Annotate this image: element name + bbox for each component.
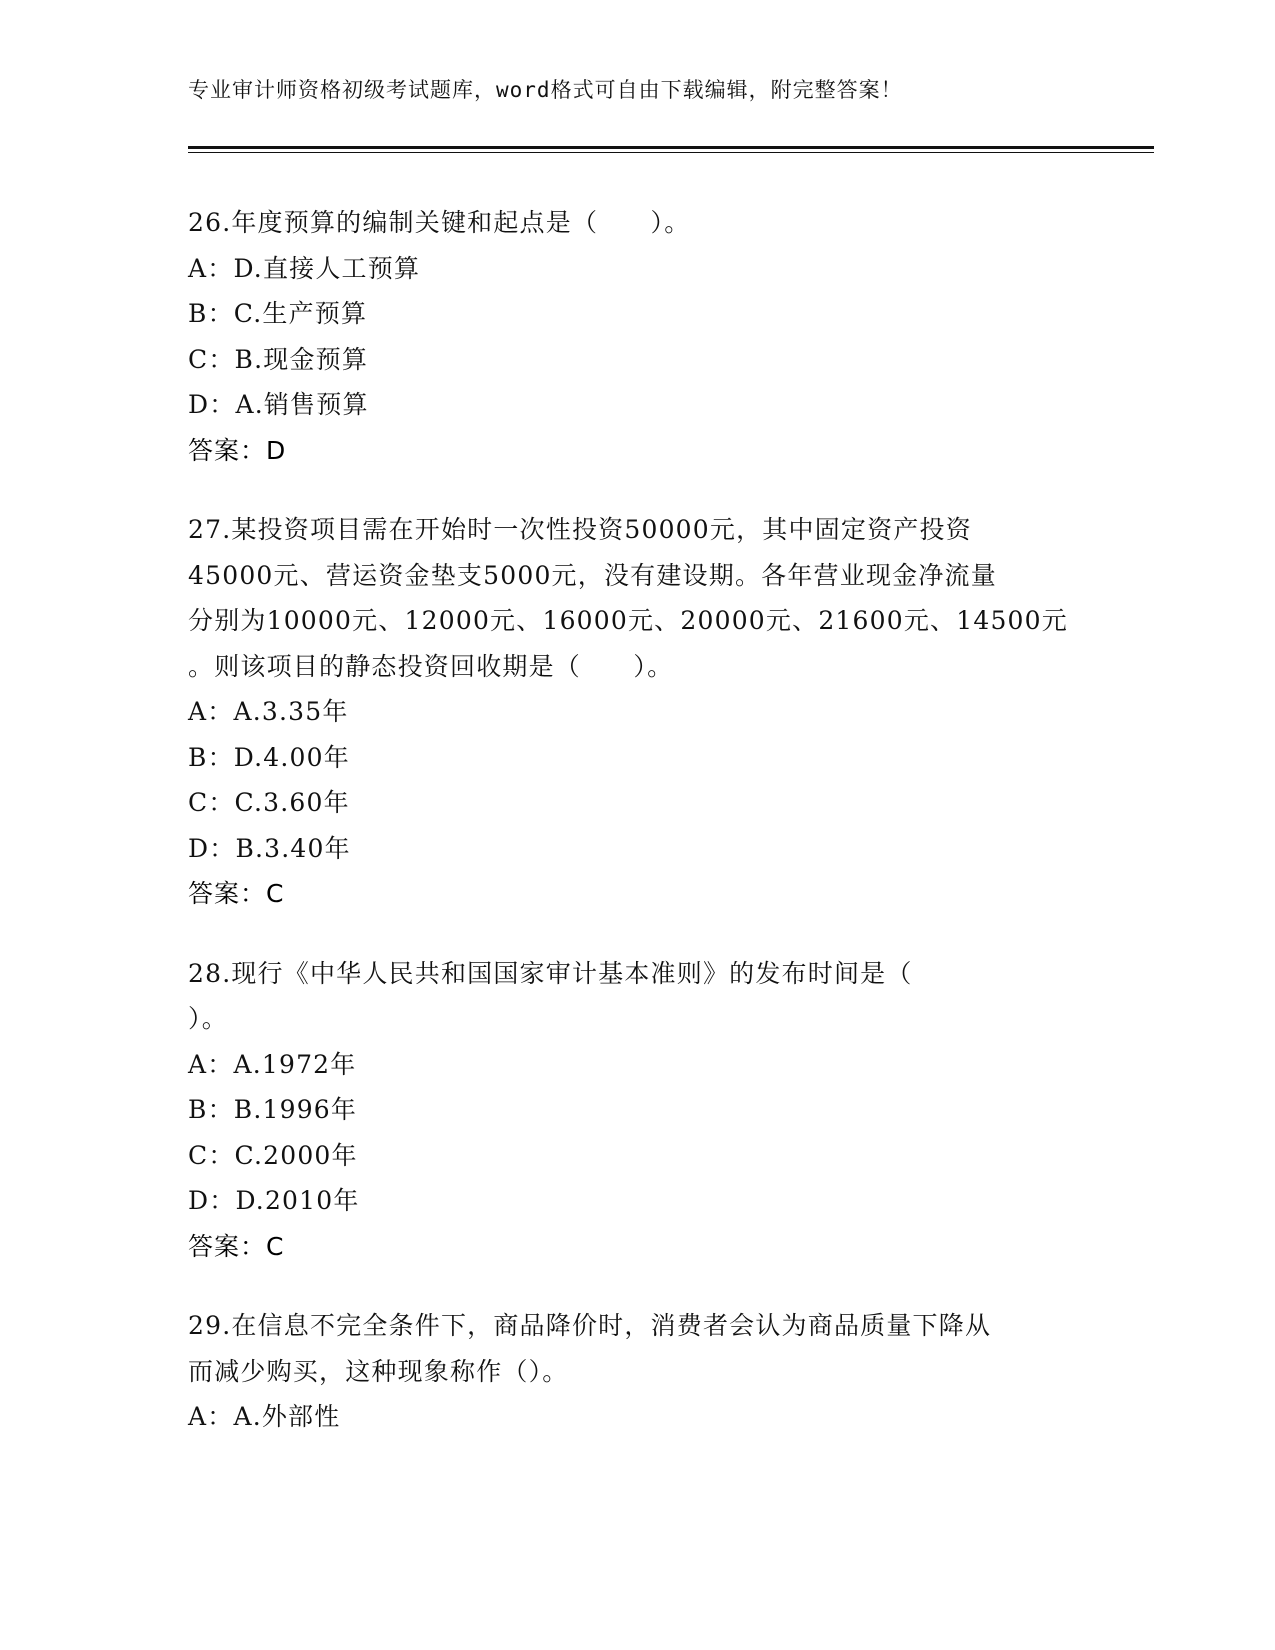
question-29 xyxy=(188,1303,1088,1440)
option-b: B：C.生产预算 xyxy=(188,299,368,328)
header-divider xyxy=(188,146,1154,149)
question-26 xyxy=(188,200,1088,473)
option-c: C：C.2000年 xyxy=(188,1140,358,1170)
question-stem: 45000元、营运资金垫支5000元，没有建设期。各年营业现金净流量 xyxy=(188,560,997,590)
option-b: B：B.1996年 xyxy=(188,1095,358,1124)
page-header: 专业审计师资格初级考试题库，word格式可自由下载编辑，附完整答案！ xyxy=(188,78,903,102)
option-d: D：B.3.40年 xyxy=(188,833,351,863)
question-stem: 29.在信息不完全条件下，商品降价时，消费者会认为商品质量下降从 xyxy=(188,1311,992,1340)
option-a: A：D.直接人工预算 xyxy=(188,253,421,283)
answer-label: 答案：C xyxy=(188,1231,285,1261)
option-a: A：A.3.35年 xyxy=(188,697,349,726)
option-d: D：D.2010年 xyxy=(188,1186,360,1215)
option-b: B：D.4.00年 xyxy=(188,742,350,772)
question-stem: 而减少购买，这种现象称作（）。 xyxy=(188,1356,569,1386)
option-d: D：A.销售预算 xyxy=(188,390,369,419)
question-stem: ）。 xyxy=(188,1004,228,1033)
answer-label: 答案：C xyxy=(188,879,285,908)
answer-label: 答案：D xyxy=(188,435,287,465)
question-stem: 28.现行《中华人民共和国国家审计基本准则》的发布时间是（ xyxy=(188,958,913,988)
option-a: A：A.1972年 xyxy=(188,1049,357,1079)
question-stem: 26.年度预算的编制关键和起点是（ ）。 xyxy=(188,208,691,237)
header-divider-thin xyxy=(188,152,1154,153)
question-stem: 分别为10000元、12000元、16000元、20000元、21600元、14500元 xyxy=(188,606,1068,635)
question-27 xyxy=(188,507,1088,917)
option-c: C：C.3.60年 xyxy=(188,788,350,817)
question-stem: 27.某投资项目需在开始时一次性投资50000元，其中固定资产投资 xyxy=(188,515,972,544)
option-a: A：A.外部性 xyxy=(188,1402,341,1431)
option-c: C：B.现金预算 xyxy=(188,344,369,374)
question-28 xyxy=(188,951,1088,1270)
question-stem: 。则该项目的静态投资回收期是（ ）。 xyxy=(188,651,674,681)
question-list xyxy=(188,200,1088,1474)
